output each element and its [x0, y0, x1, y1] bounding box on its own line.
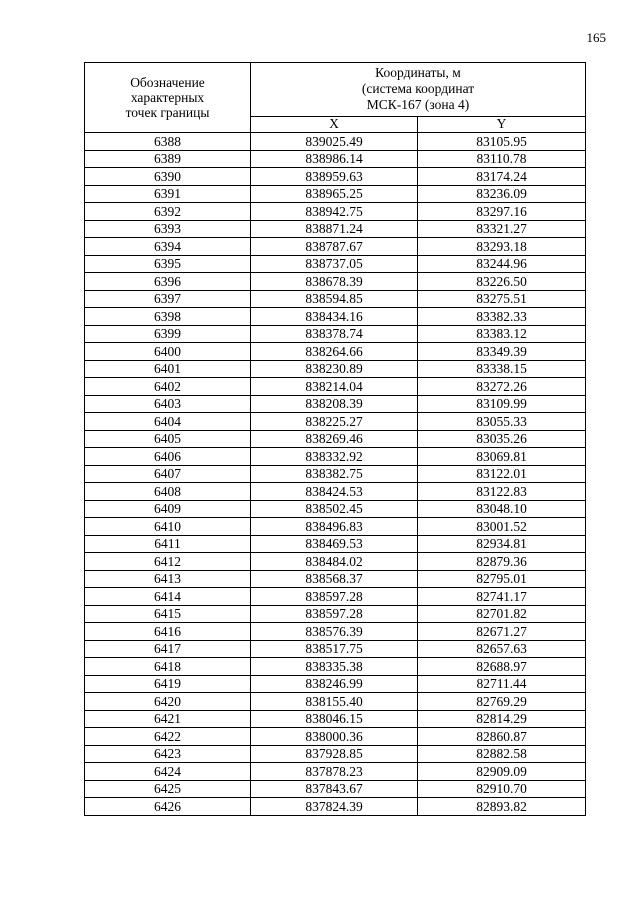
x-coordinate-cell: 838871.24 [251, 220, 418, 238]
point-number-cell: 6423 [85, 745, 251, 763]
x-coordinate-cell: 837843.67 [251, 780, 418, 798]
x-coordinate-cell: 838382.75 [251, 465, 418, 483]
table-row [85, 483, 586, 501]
x-coordinate-cell: 838335.38 [251, 658, 418, 676]
y-coordinate-cell: 82814.29 [418, 710, 586, 728]
table-row [85, 308, 586, 326]
x-coordinate-cell: 838965.25 [251, 185, 418, 203]
x-coordinate-cell: 838269.46 [251, 430, 418, 448]
x-coordinate-cell: 837878.23 [251, 763, 418, 781]
point-number-cell: 6402 [85, 378, 251, 396]
y-coordinate-cell: 83122.83 [418, 483, 586, 501]
x-coordinate-cell: 838787.67 [251, 238, 418, 256]
x-coordinate-cell: 837928.85 [251, 745, 418, 763]
y-coordinate-cell: 82860.87 [418, 728, 586, 746]
x-coordinate-cell: 838737.05 [251, 255, 418, 273]
table-row [85, 273, 586, 291]
y-coordinate-cell: 83382.33 [418, 308, 586, 326]
point-number-cell: 6389 [85, 150, 251, 168]
point-number-cell: 6410 [85, 518, 251, 536]
y-coordinate-cell: 83035.26 [418, 430, 586, 448]
x-coordinate-cell: 838576.39 [251, 623, 418, 641]
table-row [85, 745, 586, 763]
table-row [85, 325, 586, 343]
point-header-line: Обозначение [130, 75, 205, 90]
y-coordinate-cell: 83338.15 [418, 360, 586, 378]
table-row [85, 168, 586, 186]
y-coordinate-cell: 82701.82 [418, 605, 586, 623]
point-number-cell: 6388 [85, 133, 251, 151]
x-coordinate-cell: 838208.39 [251, 395, 418, 413]
table-row [85, 518, 586, 536]
table-row [85, 553, 586, 571]
coordinates-table [84, 62, 586, 816]
point-number-cell: 6404 [85, 413, 251, 431]
point-number-cell: 6421 [85, 710, 251, 728]
x-coordinate-cell: 838484.02 [251, 553, 418, 571]
table-row [85, 290, 586, 308]
y-coordinate-cell: 82910.70 [418, 780, 586, 798]
table-row [85, 570, 586, 588]
point-number-cell: 6398 [85, 308, 251, 326]
point-number-cell: 6425 [85, 780, 251, 798]
x-coordinate-cell: 838214.04 [251, 378, 418, 396]
y-coordinate-cell: 82657.63 [418, 640, 586, 658]
x-coordinate-cell: 838986.14 [251, 150, 418, 168]
y-coordinate-cell: 83293.18 [418, 238, 586, 256]
table-row [85, 413, 586, 431]
point-designation-header [85, 63, 251, 133]
coords-header-line: Координаты, м [375, 65, 461, 81]
coordinates-header [251, 63, 586, 117]
point-number-cell: 6411 [85, 535, 251, 553]
y-coordinate-cell: 83236.09 [418, 185, 586, 203]
table-row [85, 728, 586, 746]
y-coordinate-cell: 83275.51 [418, 290, 586, 308]
table-row [85, 763, 586, 781]
table-row [85, 150, 586, 168]
table-row [85, 203, 586, 221]
table-row [85, 710, 586, 728]
y-coordinate-cell: 83069.81 [418, 448, 586, 466]
x-coordinate-cell: 838424.53 [251, 483, 418, 501]
x-coordinate-cell: 838230.89 [251, 360, 418, 378]
y-coordinate-cell: 82879.36 [418, 553, 586, 571]
point-number-cell: 6414 [85, 588, 251, 606]
y-coordinate-cell: 82909.09 [418, 763, 586, 781]
point-number-cell: 6413 [85, 570, 251, 588]
point-number-cell: 6395 [85, 255, 251, 273]
table-row [85, 448, 586, 466]
table-row [85, 500, 586, 518]
point-number-cell: 6422 [85, 728, 251, 746]
y-coordinate-cell: 83272.26 [418, 378, 586, 396]
y-coordinate-cell: 82934.81 [418, 535, 586, 553]
x-coordinate-cell: 838678.39 [251, 273, 418, 291]
x-coordinate-cell: 838469.53 [251, 535, 418, 553]
y-coordinate-cell: 82882.58 [418, 745, 586, 763]
x-coordinate-cell: 838434.16 [251, 308, 418, 326]
x-coordinate-cell: 838568.37 [251, 570, 418, 588]
table-row [85, 395, 586, 413]
point-number-cell: 6393 [85, 220, 251, 238]
point-number-cell: 6412 [85, 553, 251, 571]
point-number-cell: 6391 [85, 185, 251, 203]
point-number-cell: 6408 [85, 483, 251, 501]
point-number-cell: 6392 [85, 203, 251, 221]
y-coordinate-cell: 82711.44 [418, 675, 586, 693]
point-number-cell: 6396 [85, 273, 251, 291]
x-coordinate-cell: 838046.15 [251, 710, 418, 728]
table-row [85, 605, 586, 623]
point-number-cell: 6420 [85, 693, 251, 711]
coords-header-line: МСК-167 (зона 4) [366, 97, 470, 113]
x-coordinate-cell: 838246.99 [251, 675, 418, 693]
point-number-cell: 6417 [85, 640, 251, 658]
table-row [85, 343, 586, 361]
point-number-cell: 6419 [85, 675, 251, 693]
y-coordinate-cell: 82688.97 [418, 658, 586, 676]
table-row [85, 430, 586, 448]
y-coordinate-cell: 83105.95 [418, 133, 586, 151]
y-coordinate-cell: 82671.27 [418, 623, 586, 641]
y-coordinate-cell: 82893.82 [418, 798, 586, 816]
point-number-cell: 6403 [85, 395, 251, 413]
table-row [85, 623, 586, 641]
y-coordinate-cell: 83297.16 [418, 203, 586, 221]
y-coordinate-cell: 83048.10 [418, 500, 586, 518]
table-row [85, 255, 586, 273]
y-coordinate-cell: 83055.33 [418, 413, 586, 431]
table-row [85, 465, 586, 483]
y-coordinate-cell: 82795.01 [418, 570, 586, 588]
x-coordinate-cell: 838496.83 [251, 518, 418, 536]
x-coordinate-cell: 838594.85 [251, 290, 418, 308]
point-number-cell: 6416 [85, 623, 251, 641]
table-row [85, 238, 586, 256]
y-coordinate-cell: 82741.17 [418, 588, 586, 606]
y-coordinate-cell: 83001.52 [418, 518, 586, 536]
point-header-line: точек границы [125, 105, 210, 120]
x-coordinate-cell: 838942.75 [251, 203, 418, 221]
point-number-cell: 6426 [85, 798, 251, 816]
table-row [85, 798, 586, 816]
table-row [85, 588, 586, 606]
y-column-header: Y [418, 116, 586, 132]
table-row [85, 220, 586, 238]
table-row [85, 133, 586, 151]
x-column-header: X [251, 116, 418, 132]
y-coordinate-cell: 83122.01 [418, 465, 586, 483]
point-number-cell: 6418 [85, 658, 251, 676]
point-header-line: характерных [130, 90, 205, 105]
x-coordinate-cell: 838959.63 [251, 168, 418, 186]
table-row [85, 535, 586, 553]
x-coordinate-cell: 838264.66 [251, 343, 418, 361]
point-number-cell: 6424 [85, 763, 251, 781]
table-row [85, 185, 586, 203]
x-coordinate-cell: 838225.27 [251, 413, 418, 431]
point-number-cell: 6415 [85, 605, 251, 623]
y-coordinate-cell: 83226.50 [418, 273, 586, 291]
y-coordinate-cell: 83110.78 [418, 150, 586, 168]
page-number: 165 [586, 30, 606, 45]
y-coordinate-cell: 83321.27 [418, 220, 586, 238]
x-coordinate-cell: 838000.36 [251, 728, 418, 746]
table-row [85, 693, 586, 711]
x-coordinate-cell: 838378.74 [251, 325, 418, 343]
x-coordinate-cell: 839025.49 [251, 133, 418, 151]
table-row [85, 378, 586, 396]
table-row [85, 360, 586, 378]
table-row [85, 658, 586, 676]
coords-header-line: (система координат [361, 81, 475, 97]
point-number-cell: 6407 [85, 465, 251, 483]
y-coordinate-cell: 83349.39 [418, 343, 586, 361]
table-row [85, 640, 586, 658]
point-number-cell: 6394 [85, 238, 251, 256]
x-coordinate-cell: 838517.75 [251, 640, 418, 658]
x-coordinate-cell: 837824.39 [251, 798, 418, 816]
x-coordinate-cell: 838597.28 [251, 588, 418, 606]
point-number-cell: 6406 [85, 448, 251, 466]
table-row [85, 780, 586, 798]
point-number-cell: 6399 [85, 325, 251, 343]
x-coordinate-cell: 838502.45 [251, 500, 418, 518]
x-coordinate-cell: 838597.28 [251, 605, 418, 623]
x-coordinate-cell: 838155.40 [251, 693, 418, 711]
point-number-cell: 6409 [85, 500, 251, 518]
table-body [85, 133, 586, 816]
y-coordinate-cell: 83109.99 [418, 395, 586, 413]
table-header [85, 63, 586, 133]
point-number-cell: 6397 [85, 290, 251, 308]
y-coordinate-cell: 83174.24 [418, 168, 586, 186]
y-coordinate-cell: 83244.96 [418, 255, 586, 273]
x-coordinate-cell: 838332.92 [251, 448, 418, 466]
table-row [85, 675, 586, 693]
point-number-cell: 6405 [85, 430, 251, 448]
point-number-cell: 6390 [85, 168, 251, 186]
y-coordinate-cell: 82769.29 [418, 693, 586, 711]
point-number-cell: 6400 [85, 343, 251, 361]
y-coordinate-cell: 83383.12 [418, 325, 586, 343]
point-number-cell: 6401 [85, 360, 251, 378]
